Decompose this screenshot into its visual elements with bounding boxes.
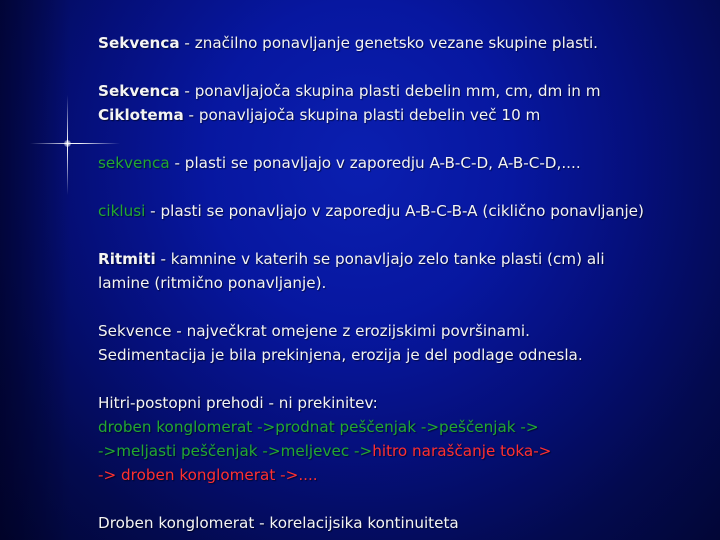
term-ciklusi: ciklusi [98,202,146,220]
line-transition-1: droben konglomerat ->prodnat peščenjak ->peščenjak -> [98,418,539,436]
ciklotema-text: - ponavljajoča skupina plasti debelin več 10 m [183,106,541,124]
sparkle-icon [64,140,71,147]
spacer [98,175,698,199]
slide-text-body [98,31,698,535]
term-ciklotema: Ciklotema [98,106,184,124]
line-sekvenca-sequence [98,151,698,175]
ciklusi-text: - plasti se ponavljajo v zaporedju A-B-C-B-A (ciklično ponavljanje) [145,202,644,220]
line-sedimentacija: Sedimentacija je bila prekinjena, erozija je del podlage odnesla. [98,346,583,364]
spacer [98,367,698,391]
term-sekvenca-green: sekvenca [98,154,170,172]
left-shade-band [0,0,70,540]
spacer [98,223,698,247]
sekvenca-thickness-text: - ponavljajoča skupina plasti debelin mm, cm, dm in m [179,82,601,100]
sequence-text: - plasti se ponavljajo v zaporedju A-B-C-D, A-B-C-D,.... [169,154,581,172]
line-lamine: lamine (ritmično ponavljanje). [98,274,327,292]
line-ciklusi [98,199,698,223]
term-sekvenca-2: Sekvenca [98,82,180,100]
line-ciklotema [98,103,698,127]
definition-text: - značilno ponavljanje genetsko vezane skupine plasti. [179,34,599,52]
spacer [98,127,698,151]
line-transition-2 [98,439,698,463]
transition-2-red: hitro naraščanje toka-> [372,442,552,460]
line-sekvence-erosion: Sekvence - največkrat omejene z erozijskimi površinami. [98,322,530,340]
line-sekvenca-thickness [98,79,698,103]
line-definition-sekvenca [98,31,698,55]
term-sekvenca: Sekvenca [98,34,180,52]
transition-2-green: ->meljasti peščenjak ->meljevec -> [98,442,373,460]
spacer [98,295,698,319]
spacer [98,55,698,79]
line-hitri-prehodi: Hitri-postopni prehodi - ni prekinitev: [98,394,378,412]
term-ritmiti: Ritmiti [98,250,156,268]
line-transition-3: -> droben konglomerat ->.... [98,466,318,484]
spacer [98,487,698,511]
line-korelacija: Droben konglomerat - korelacijsika kontinuiteta [98,514,459,532]
ritmiti-text: - kamnine v katerih se ponavljajo zelo tanke plasti (cm) ali [155,250,605,268]
line-ritmiti [98,247,698,271]
